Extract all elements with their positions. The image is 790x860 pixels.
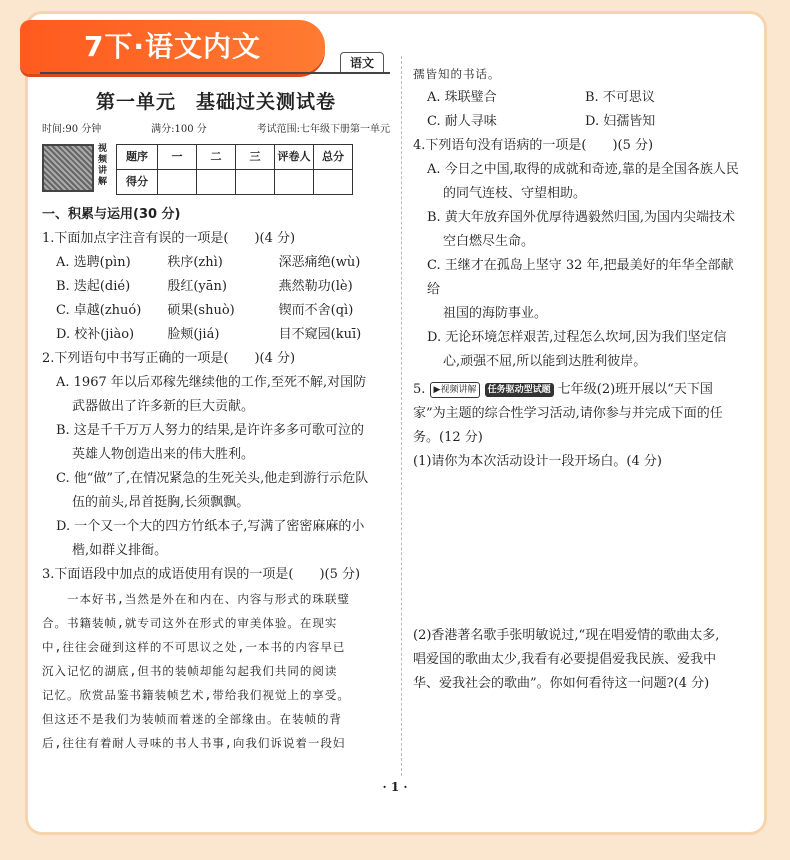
q1-option-c[interactable]: [42, 299, 390, 323]
q3-passage: [42, 587, 390, 755]
q4-option-a-cont: 的同气连枝、守望相助。: [443, 186, 587, 201]
q1-option-b[interactable]: [42, 275, 390, 299]
q5-number: 5.: [413, 382, 426, 397]
score-input-cell[interactable]: [158, 170, 197, 195]
score-cell: 评卷人: [275, 145, 314, 170]
score-input-cell[interactable]: [275, 170, 314, 195]
q3-option-a[interactable]: A. 珠联璧合: [427, 90, 497, 105]
score-input-cell[interactable]: [314, 170, 353, 195]
passage-line: 一本好书,当然是外在和内在、内容与形式的珠联璧: [42, 592, 350, 606]
option-text: D. 校补(jiào): [56, 327, 135, 342]
column-divider: [401, 56, 402, 776]
exam-info: [42, 122, 390, 138]
option-text: C. 卓越(zhuó): [56, 303, 142, 318]
score-input-cell[interactable]: [197, 170, 236, 195]
exam-full-score: 满分:100 分: [151, 124, 207, 135]
q5-sub1: (1)请你为本次活动设计一段开场白。(4 分): [413, 454, 662, 469]
task-type-badge: 任务驱动型试题: [485, 383, 554, 397]
score-area: [42, 144, 390, 195]
grade-banner: 7下·语文内文: [20, 20, 325, 74]
q5-stem-line2: 家”为主题的综合性学习活动,请你参与并完成下面的任: [413, 406, 723, 421]
q5-sub2-line2: 唱爱国的歌曲太少,我看有必要提倡爱我民族、爱我中: [413, 652, 717, 667]
page-number: · 1 ·: [382, 780, 408, 794]
score-cell: 得分: [117, 170, 158, 195]
subject-tag: 语文: [340, 52, 384, 74]
option-text: B. 迭起(dié): [56, 279, 131, 294]
score-cell: 二: [197, 145, 236, 170]
right-column: [413, 62, 743, 696]
passage-line: 沉入记忆的湖底,但书的装帧却能勾起我们共同的阅读: [42, 664, 338, 678]
q5-sub2-line3: 华、爱我社会的歌曲”。你如何看待这一问题?(4 分): [413, 676, 710, 691]
q5-stem-line3: 务。(12 分): [413, 430, 483, 445]
q3-option-d[interactable]: D. 妇孺皆知: [585, 114, 656, 129]
question-2-stem: 2.下列语句中书写正确的一项是( )(4 分): [42, 351, 296, 366]
score-header-row: [117, 145, 353, 170]
option-text: 脸颊(jiá): [167, 327, 220, 342]
question-4-stem: 4.下列语句没有语病的一项是( )(5 分): [413, 138, 654, 153]
q3-options-cd: [413, 110, 743, 134]
q5-stem-text: 七年级(2)班开展以“天下国: [557, 382, 713, 397]
q4-option-c-cont: 祖国的海防事业。: [443, 306, 548, 321]
score-cell: 三: [236, 145, 275, 170]
video-explain-label: 视频讲解: [98, 144, 108, 187]
question-5-stem: [413, 378, 743, 402]
passage-line: 但这还不是我们为装帧而着迷的全部缘由。在装帧的背: [42, 712, 342, 726]
q3-passage-cont: 孺皆知的书话。: [413, 67, 501, 81]
option-text: 硕果(shuò): [167, 303, 235, 318]
q2-option-c-cont: 伍的前头,昂首挺胸,长须飘飘。: [72, 495, 250, 510]
q3-option-b[interactable]: B. 不可思议: [585, 90, 655, 105]
q2-option-b[interactable]: B. 这是千千万万人努力的结果,是许许多多可歌可泣的: [56, 423, 364, 438]
q2-option-d[interactable]: D. 一个又一个大的四方竹纸本子,写满了密密麻麻的小: [56, 519, 365, 534]
score-cell: 一: [158, 145, 197, 170]
q2-option-a[interactable]: A. 1967 年以后邓稼先继续他的工作,至死不解,对国防: [56, 375, 367, 390]
q2-option-c[interactable]: C. 他“做”了,在情况紧急的生死关头,他走到游行示危队: [56, 471, 369, 486]
q5-sub1-answer-area[interactable]: [413, 474, 743, 624]
passage-line: 后,往往有着耐人寻味的书人书事,向我们诉说着一段妇: [42, 736, 346, 750]
question-3-stem: 3.下面语段中加点的成语使用有误的一项是( )(5 分): [42, 567, 361, 582]
option-text: 殷红(yān): [167, 279, 227, 294]
q1-option-a[interactable]: [42, 251, 390, 275]
q4-option-c[interactable]: C. 王继才在孤岛上坚守 32 年,把最美好的年华全部献给: [427, 258, 734, 297]
question-1-stem: 1.下面加点字注音有误的一项是( )(4 分): [42, 231, 296, 246]
score-value-row: [117, 170, 353, 195]
score-cell: 总分: [314, 145, 353, 170]
option-text: 目不窥园(kuī): [278, 327, 362, 342]
video-explain-badge[interactable]: ▶视频讲解: [430, 382, 481, 398]
score-input-cell[interactable]: [236, 170, 275, 195]
q3-option-c[interactable]: C. 耐人寻味: [427, 114, 497, 129]
passage-line: 中,往往会碰到这样的不可思议之处,一本书的内容早已: [42, 640, 346, 654]
option-text: A. 选聘(pìn): [56, 255, 131, 270]
section-heading: 一、积累与运用(30 分): [42, 207, 181, 222]
option-text: 秩序(zhì): [167, 255, 223, 270]
score-table: [116, 144, 353, 195]
q2-option-b-cont: 英雄人物创造出来的伟大胜利。: [72, 447, 255, 462]
q4-option-b[interactable]: B. 黄大年放弃国外优厚待遇毅然归国,为国内尖端技术: [427, 210, 735, 225]
score-cell: 题序: [117, 145, 158, 170]
q2-option-a-cont: 武器做出了许多新的巨大贡献。: [72, 399, 255, 414]
q4-option-b-cont: 空白燃尽生命。: [443, 234, 535, 249]
exam-scope: 考试范围:七年级下册第一单元: [256, 124, 390, 135]
option-text: 锲而不舍(qì): [278, 303, 354, 318]
left-column: [42, 88, 390, 755]
option-text: 深恶痛绝(wù): [278, 255, 361, 270]
q5-sub2-line1: (2)香港著名歌手张明敏说过,“现在唱爱情的歌曲太多,: [413, 628, 720, 643]
passage-line: 记忆。欣赏品鉴书籍装帧艺术,带给我们视觉上的享受。: [42, 688, 350, 702]
exam-time: 时间:90 分钟: [42, 124, 102, 135]
option-text: 燕然勒功(lè): [278, 279, 353, 294]
qr-code[interactable]: [42, 144, 94, 192]
q1-option-d[interactable]: [42, 323, 390, 347]
q3-options-ab: [413, 86, 743, 110]
q2-option-d-cont: 楷,如群义排衙。: [72, 543, 168, 558]
header-rule: [40, 72, 390, 74]
q4-option-d[interactable]: D. 无论环境怎样艰苦,过程怎么坎坷,因为我们坚定信: [427, 330, 727, 345]
passage-line: 合。书籍装帧,就专司这外在形式的审美体验。在现实: [42, 616, 338, 630]
q4-option-a[interactable]: A. 今日之中国,取得的成就和奇迹,靠的是全国各族人民: [427, 162, 739, 177]
exam-title: 第一单元 基础过关测试卷: [95, 91, 336, 113]
q4-option-d-cont: 心,顽强不屈,所以能到达胜利彼岸。: [443, 354, 647, 369]
